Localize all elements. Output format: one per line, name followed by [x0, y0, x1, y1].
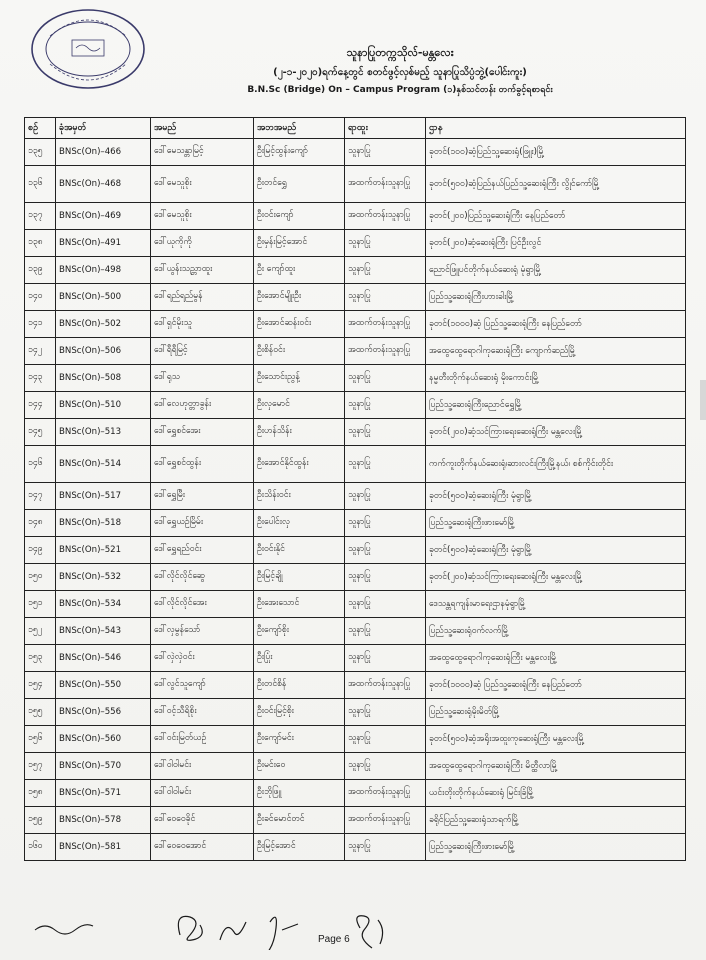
table-row [25, 807, 686, 834]
father-name-cell: ဦးမြင့်ချို [254, 564, 345, 591]
column-header: အဘအမည် [254, 118, 345, 139]
table-row [25, 699, 686, 726]
name-cell: ဒေါ်ရွှေစင်အေး [151, 419, 254, 446]
father-name-cell: ဦးခင်မောင်တင် [254, 807, 345, 834]
admission-list-table [24, 117, 686, 861]
position-cell: အထက်တန်းသူနာပြု [345, 338, 426, 365]
department-cell: ပြည်သူ့ဆေးရုံဝက်လက်မြို့ [426, 618, 686, 645]
father-name-cell: ဦးဝင်းကျော် [254, 203, 345, 230]
table-row [25, 780, 686, 807]
seat-number-cell: BNSc(On)–518 [56, 510, 151, 537]
name-cell: ဒေါ်မေသန္တာမြင့် [151, 139, 254, 166]
table-row [25, 834, 686, 861]
name-cell: ဒေါ်ဝါဝါမင်း [151, 753, 254, 780]
table-row [25, 446, 686, 483]
seat-number-cell: BNSc(On)–517 [56, 483, 151, 510]
row-number-cell: ၁၅၄ [25, 672, 56, 699]
seat-number-cell: BNSc(On)–571 [56, 780, 151, 807]
table-row [25, 564, 686, 591]
father-name-cell: ဦးကျော်စိုး [254, 618, 345, 645]
position-cell: သူနာပြု [345, 230, 426, 257]
row-number-cell: ၁၄၁ [25, 311, 56, 338]
name-cell: ဒေါ်ရွှေယဉ်မြိမ်း [151, 510, 254, 537]
row-number-cell: ၁၅၃ [25, 645, 56, 672]
seat-number-cell: BNSc(On)–510 [56, 392, 151, 419]
header-university: သူနာပြုတက္ကသိုလ်-မန္တလေး [346, 46, 454, 59]
seat-number-cell: BNSc(On)–500 [56, 284, 151, 311]
seat-number-cell: BNSc(On)–546 [56, 645, 151, 672]
name-cell: ဒေါ်ရွှေရည်ဝင်း [151, 537, 254, 564]
father-name-cell: ဦးဟန်သိန်း [254, 419, 345, 446]
position-cell: အထက်တန်းသူနာပြု [345, 672, 426, 699]
position-cell: အထက်တန်းသူနာပြု [345, 203, 426, 230]
seat-number-cell: BNSc(On)–532 [56, 564, 151, 591]
table-row [25, 591, 686, 618]
father-name-cell: ဦးဘိုဖြူ [254, 780, 345, 807]
row-number-cell: ၁၃၆ [25, 166, 56, 203]
name-cell: ဒေါ်ရှင်မိုးသူ [151, 311, 254, 338]
position-cell: သူနာပြု [345, 618, 426, 645]
position-cell: အထက်တန်းသူနာပြု [345, 780, 426, 807]
row-number-cell: ၁၆၀ [25, 834, 56, 861]
father-name-cell: ဦးတင်ရွှေ [254, 166, 345, 203]
row-number-cell: ၁၄၈ [25, 510, 56, 537]
position-cell: အထက်တန်းသူနာပြု [345, 166, 426, 203]
department-cell: ခုတင်(၁၀၀၀)ဆံ့ ပြည်သူ့ဆေးရုံကြီး နေပြည်တော် [426, 672, 686, 699]
position-cell: သူနာပြု [345, 419, 426, 446]
father-name-cell: ဦးအေးသောင် [254, 591, 345, 618]
table-row [25, 338, 686, 365]
table-row [25, 483, 686, 510]
position-cell: သူနာပြု [345, 510, 426, 537]
seat-number-cell: BNSc(On)–502 [56, 311, 151, 338]
row-number-cell: ၁၃၉ [25, 257, 56, 284]
table-row [25, 311, 686, 338]
name-cell: ဒေါ်ရုသ [151, 365, 254, 392]
page-number: Page 6 [318, 934, 350, 945]
name-cell: ဒေါ်ယွန်းသည္တာထူး [151, 257, 254, 284]
column-header: ရာထူး [345, 118, 426, 139]
seat-number-cell: BNSc(On)–578 [56, 807, 151, 834]
department-cell: ယင်းတိုးတိုက်နယ်ဆေးရုံ မြင်းခြံမြို့ [426, 780, 686, 807]
department-cell: ခုတင်(၂၀၀)ပြည်သူ့ဆေးရုံကြီး နေပြည်တော် [426, 203, 686, 230]
name-cell: ဒေါ်မေသူစိုး [151, 203, 254, 230]
department-cell: ခုတင်(၁၀၀၀)ဆံ့ ပြည်သူ့ဆေးရုံကြီး နေပြည်တော် [426, 311, 686, 338]
department-cell: ခုတင်(၅၀၀)ဆံ့အရိုးအထူးကုဆေးရုံကြီး မန္တလေးမြို့ [426, 726, 686, 753]
row-number-cell: ၁၄၅ [25, 419, 56, 446]
seat-number-cell: BNSc(On)–543 [56, 618, 151, 645]
position-cell: သူနာပြု [345, 365, 426, 392]
father-name-cell: ဦးဝင်းမြင့်စိုး [254, 699, 345, 726]
department-cell: ညောင်ဖြူပင်တိုက်နယ်ဆေးရုံ မုံရွာမြို့ [426, 257, 686, 284]
table-row [25, 726, 686, 753]
name-cell: ဒေါ်ဝင်းမြတ်ယဉ် [151, 726, 254, 753]
row-number-cell: ၁၅၁ [25, 591, 56, 618]
table-row [25, 166, 686, 203]
name-cell: ဒေါ်ဝါဝါမင်း [151, 780, 254, 807]
table-header-row [25, 118, 686, 139]
row-number-cell: ၁၅၇ [25, 753, 56, 780]
department-cell: ခုတင်(၂၀၀)ဆံ့ဆေးရုံကြီး ပြင်ဦးလွင် [426, 230, 686, 257]
table-row [25, 537, 686, 564]
seat-number-cell: BNSc(On)–491 [56, 230, 151, 257]
position-cell: သူနာပြု [345, 446, 426, 483]
institution-seal-icon [28, 6, 148, 92]
name-cell: ဒေါ်ရွှေမြီး [151, 483, 254, 510]
name-cell: ဒေါ်လေဟုတ္တာခွန်း [151, 392, 254, 419]
name-cell: ဒေါ်မေသူစိုး [151, 166, 254, 203]
table-row [25, 365, 686, 392]
seat-number-cell: BNSc(On)–581 [56, 834, 151, 861]
seat-number-cell: BNSc(On)–550 [56, 672, 151, 699]
name-cell: ဒေါ်ဝေဝေခိုင် [151, 807, 254, 834]
column-header: ခုံအမှတ် [56, 118, 151, 139]
table-row [25, 392, 686, 419]
row-number-cell: ၁၃၅ [25, 139, 56, 166]
father-name-cell: ဦးပြုံး [254, 645, 345, 672]
department-cell: ပြည်သူ့ဆေးရုံကြီးဖားမော်မြို့ [426, 510, 686, 537]
row-number-cell: ၁၅၂ [25, 618, 56, 645]
department-cell: ကက်ကူးတိုက်နယ်ဆေးရုံ၊ဆားလင်းကြီးမြို့နယ်၊ စစ်ကိုင်းတိုင်း [426, 446, 686, 483]
father-name-cell: ဦး ကျော်ထူး [254, 257, 345, 284]
father-name-cell: ဦးလှမောင် [254, 392, 345, 419]
row-number-cell: ၁၅၅ [25, 699, 56, 726]
table-row [25, 419, 686, 446]
father-name-cell: ဦးသိန်းဝင်း [254, 483, 345, 510]
department-cell: ခုတင်(၅၀၀)ဆံ့ဆေးရုံကြီး မုံရွာမြို့ [426, 483, 686, 510]
row-number-cell: ၁၄၉ [25, 537, 56, 564]
position-cell: သူနာပြု [345, 645, 426, 672]
seat-number-cell: BNSc(On)–498 [56, 257, 151, 284]
column-header: အမည် [151, 118, 254, 139]
seat-number-cell: BNSc(On)–570 [56, 753, 151, 780]
department-cell: ခုတင်(၁၀၀)ဆံ့ပြည်သူ့ဆေးရုံ(ဖြူး)မြို့ [426, 139, 686, 166]
name-cell: ဒေါ်လိုင်လိုင်ဆွေ [151, 564, 254, 591]
position-cell: သူနာပြု [345, 699, 426, 726]
position-cell: သူနာပြု [345, 564, 426, 591]
row-number-cell: ၁၃၇ [25, 203, 56, 230]
position-cell: သူနာပြု [345, 537, 426, 564]
name-cell: ဒေါ်လှမွန်သော် [151, 618, 254, 645]
father-name-cell: ဦးအောင်မျိုးဦး [254, 284, 345, 311]
name-cell: ဒေါ်လွင်သူကျော် [151, 672, 254, 699]
row-number-cell: ၁၄၇ [25, 483, 56, 510]
header-course-date: (၂-၁-၂၀၂၀)ရက်နေ့တွင် စတင်ဖွင့်လှစ်မည့် သူနာပြုသိပ္ပံဘွဲ့(ပေါင်းကူး) [273, 67, 527, 78]
position-cell: သူနာပြု [345, 257, 426, 284]
table-row [25, 510, 686, 537]
department-cell: အထွေထွေရောဂါကုဆေးရုံကြီး မိတ္ထီလာမြို့ [426, 753, 686, 780]
row-number-cell: ၁၄၀ [25, 284, 56, 311]
father-name-cell: ဦးမှန်းမြင့်အောင် [254, 230, 345, 257]
seat-number-cell: BNSc(On)–534 [56, 591, 151, 618]
position-cell: သူနာပြု [345, 726, 426, 753]
department-cell: ပြည်သူ့ဆေးရုံကြီးဟားခါးမြို့ [426, 284, 686, 311]
seat-number-cell: BNSc(On)–468 [56, 166, 151, 203]
department-cell: အထွေထွေရောဂါကုဆေးရုံကြီး ကျောက်ဆည်မြို့ [426, 338, 686, 365]
table-row [25, 257, 686, 284]
table-row [25, 203, 686, 230]
row-number-cell: ၁၅၈ [25, 780, 56, 807]
seat-number-cell: BNSc(On)–556 [56, 699, 151, 726]
seat-number-cell: BNSc(On)–514 [56, 446, 151, 483]
father-name-cell: ဦးအောင်ဆန်းဝင်း [254, 311, 345, 338]
father-name-cell: ဦးမြင့်အောင် [254, 834, 345, 861]
father-name-cell: ဦးစိန်ဝင်း [254, 338, 345, 365]
name-cell: ဒေါ်လှဲလှဲဝင်း [151, 645, 254, 672]
table-row [25, 284, 686, 311]
table-body [25, 139, 686, 861]
father-name-cell: ဦးမင်းဝေ [254, 753, 345, 780]
page-edge-shadow [700, 380, 706, 420]
position-cell: သူနာပြု [345, 834, 426, 861]
department-cell: ခုတင်(၅၀၀)ဆံ့ပြည်နယ်ပြည်သူ့ဆေးရုံကြီး လွိုင်ကော်မြို့ [426, 166, 686, 203]
position-cell: အထက်တန်းသူနာပြု [345, 311, 426, 338]
department-cell: နမ္မတီးတိုက်နယ်ဆေးရုံ မိုးကောင်းမြို့ [426, 365, 686, 392]
row-number-cell: ၁၅၀ [25, 564, 56, 591]
department-cell: ပြည်သူ့ဆေးရုံကြီးညောင်ရွှေမြို့ [426, 392, 686, 419]
name-cell: ဒေါ်လိုင်လိုင်အေး [151, 591, 254, 618]
name-cell: ဒေါ်ယုကိုကို [151, 230, 254, 257]
seat-number-cell: BNSc(On)–469 [56, 203, 151, 230]
seat-number-cell: BNSc(On)–513 [56, 419, 151, 446]
position-cell: သူနာပြု [345, 139, 426, 166]
table-row [25, 618, 686, 645]
row-number-cell: ၁၄၄ [25, 392, 56, 419]
table-row [25, 139, 686, 166]
father-name-cell: ဦးဝင်းနိုင် [254, 537, 345, 564]
name-cell: ဒေါ်ရီရီမြင့် [151, 338, 254, 365]
seat-number-cell: BNSc(On)–508 [56, 365, 151, 392]
father-name-cell: ဦးသောင်းညွန့် [254, 365, 345, 392]
table-row [25, 672, 686, 699]
seat-number-cell: BNSc(On)–506 [56, 338, 151, 365]
name-cell: ဒေါ်ရည်ရည်မွန် [151, 284, 254, 311]
father-name-cell: ဦးတင်စိန် [254, 672, 345, 699]
department-cell: ဒေသန္တရကျန်းမာရေးဌာနမုံရွာမြို့ [426, 591, 686, 618]
column-header: စဉ် [25, 118, 56, 139]
department-cell: ခရိုင်ပြည်သူ့ဆေးရုံသာရက်မြို့ [426, 807, 686, 834]
father-name-cell: ဦးကျော်မင်း [254, 726, 345, 753]
document-header [150, 46, 650, 96]
row-number-cell: ၁၄၂ [25, 338, 56, 365]
seat-number-cell: BNSc(On)–466 [56, 139, 151, 166]
department-cell: ခုတင်(၅၀၀)ဆံ့ဆေးရုံကြီး မုံရွာမြို့ [426, 537, 686, 564]
seat-number-cell: BNSc(On)–560 [56, 726, 151, 753]
department-cell: ပြည်သူ့ဆေးရုံကြီးဖားမော်မြို့ [426, 834, 686, 861]
row-number-cell: ၁၄၃ [25, 365, 56, 392]
row-number-cell: ၁၅၆ [25, 726, 56, 753]
father-name-cell: ဦးပေါင်းလှ [254, 510, 345, 537]
header-program: B.N.Sc (Bridge) On – Campus Program (၁)နှစ်သင်တန်း တက်ခွင့်ရစာရင်း [247, 85, 553, 95]
name-cell: ဒေါ်ဝေဝေအောင် [151, 834, 254, 861]
row-number-cell: ၁၄၆ [25, 446, 56, 483]
table-row [25, 753, 686, 780]
position-cell: သူနာပြု [345, 483, 426, 510]
department-cell: အထွေထွေရောဂါကုဆေးရုံကြီး မန္တလေးမြို့ [426, 645, 686, 672]
table-row [25, 230, 686, 257]
name-cell: ဒေါ်ဝင့်သီရိစိုး [151, 699, 254, 726]
father-name-cell: ဦးအောင်နိုင်ထွန်း [254, 446, 345, 483]
row-number-cell: ၁၅၉ [25, 807, 56, 834]
column-header: ဌာန [426, 118, 686, 139]
seat-number-cell: BNSc(On)–521 [56, 537, 151, 564]
father-name-cell: ဦးမြင့်ထွန်းကျော် [254, 139, 345, 166]
name-cell: ဒေါ်ရွှေစင်ထွန်း [151, 446, 254, 483]
row-number-cell: ၁၃၈ [25, 230, 56, 257]
department-cell: ခုတင်(၂၀၀)ဆံ့သင်ကြားရေးဆေးရုံကြီး မန္တလေးမြို့ [426, 564, 686, 591]
position-cell: အထက်တန်းသူနာပြု [345, 807, 426, 834]
department-cell: ခုတင်(၂၀၀)ဆံ့သင်ကြားရေးဆေးရုံကြီး မန္တလေးမြို့ [426, 419, 686, 446]
position-cell: သူနာပြု [345, 753, 426, 780]
position-cell: သူနာပြု [345, 284, 426, 311]
position-cell: သူနာပြု [345, 591, 426, 618]
position-cell: သူနာပြု [345, 392, 426, 419]
table-row [25, 645, 686, 672]
department-cell: ပြည်သူ့ဆေးရုံမိုးမိတ်မြို့ [426, 699, 686, 726]
